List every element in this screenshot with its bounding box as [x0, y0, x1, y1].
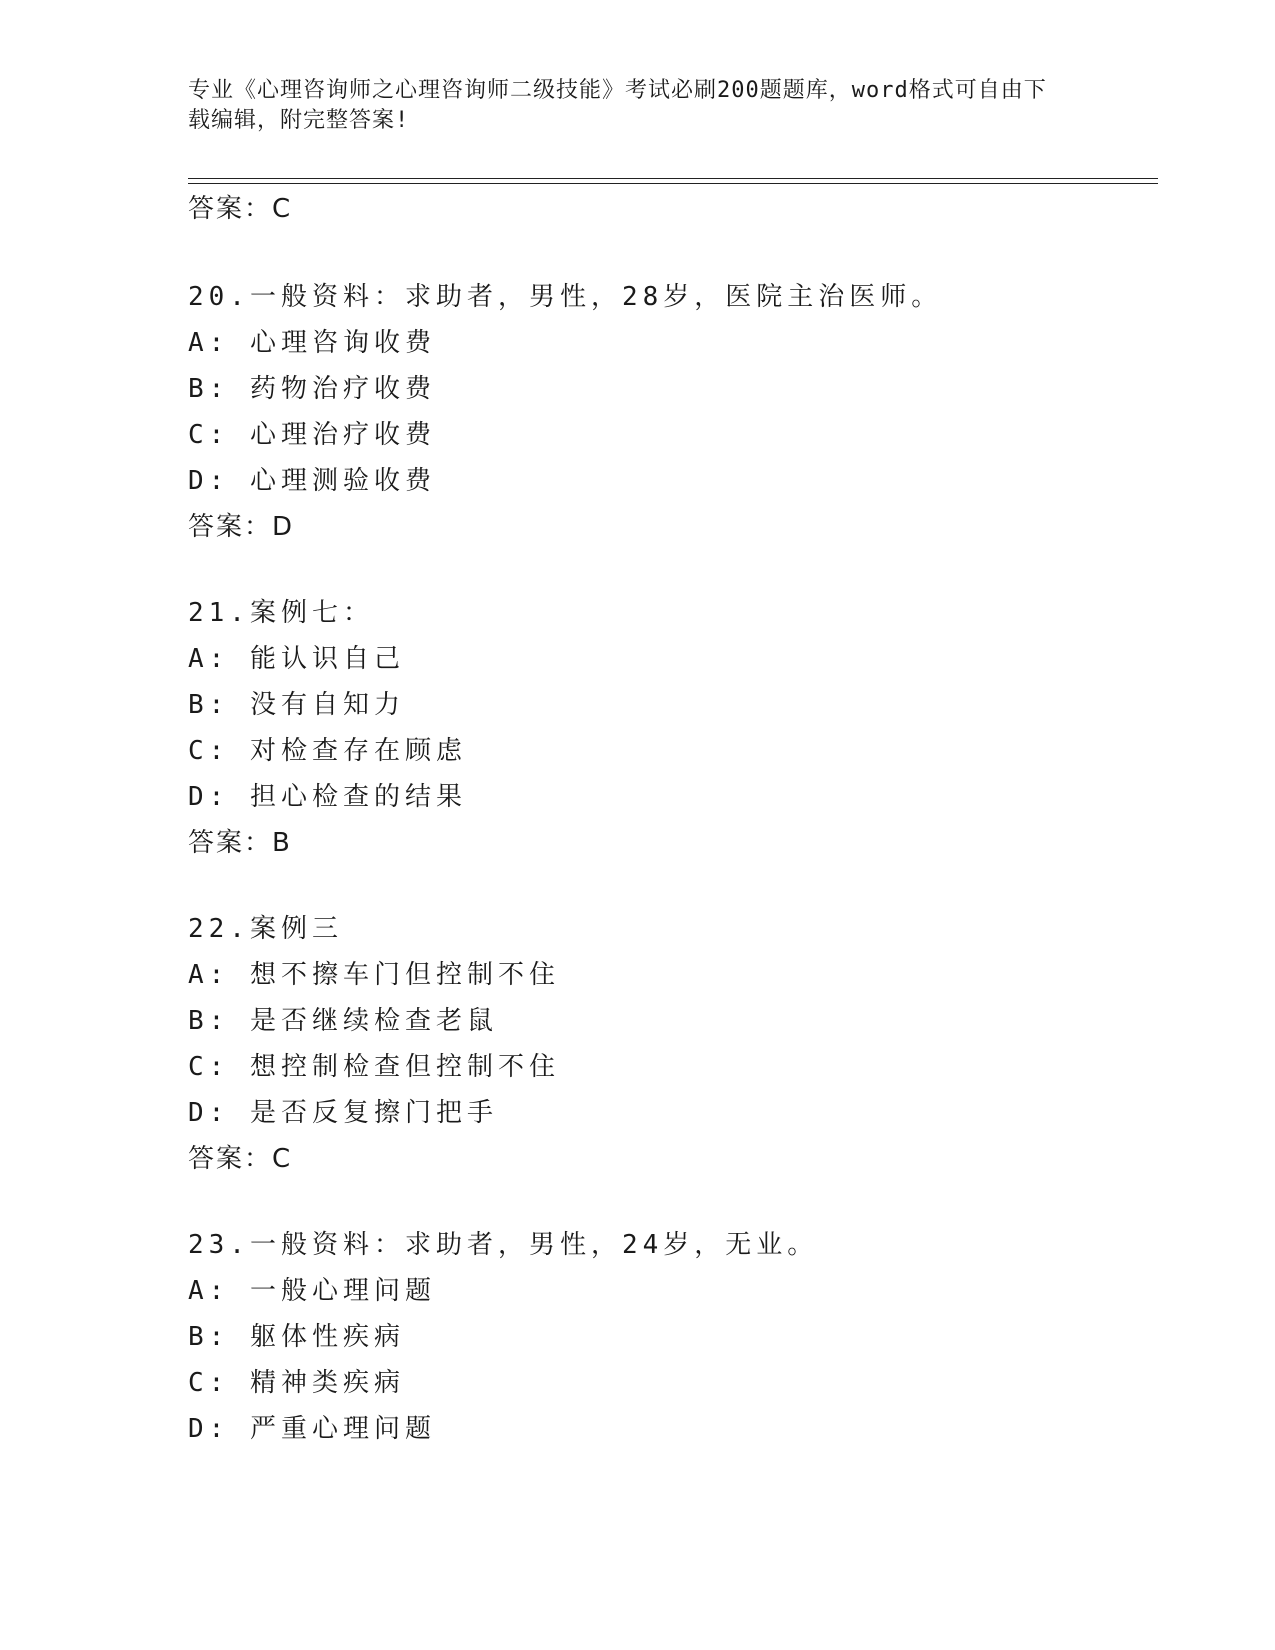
question-stem: 21.案例七： [188, 598, 374, 628]
option-a: A: 心理咨询收费 [188, 328, 436, 358]
option-d: D: 是否反复擦门把手 [188, 1098, 498, 1128]
option-b: B: 躯体性疾病 [188, 1322, 405, 1352]
answer-line: 答案：D [188, 512, 295, 542]
option-c: C: 对检查存在顾虑 [188, 736, 467, 766]
question-stem: 23.一般资料：求助者，男性，24岁，无业。 [188, 1230, 819, 1260]
option-a: A: 想不擦车门但控制不住 [188, 960, 560, 990]
question-23 [188, 1222, 1148, 1452]
question-21 [188, 590, 1148, 866]
option-c: C: 想控制检查但控制不住 [188, 1052, 560, 1082]
previous-answer-block [188, 186, 1148, 232]
answer-line: 答案：C [188, 194, 293, 224]
document-header [188, 76, 1068, 136]
header-divider-bottom [188, 183, 1158, 184]
option-c: C: 心理治疗收费 [188, 420, 436, 450]
question-stem: 20.一般资料：求助者，男性，28岁，医院主治医师。 [188, 282, 943, 312]
option-c: C: 精神类疾病 [188, 1368, 405, 1398]
option-a: A: 一般心理问题 [188, 1276, 436, 1306]
option-b: B: 没有自知力 [188, 690, 405, 720]
option-d: D: 担心检查的结果 [188, 782, 467, 812]
answer-line: 答案：C [188, 1144, 293, 1174]
answer-line: 答案：B [188, 828, 292, 858]
option-a: A: 能认识自己 [188, 644, 405, 674]
header-intro: 专业《心理咨询师之心理咨询师二级技能》考试必刷200题题库，word格式可自由下载编辑，附完整答案! [188, 78, 1047, 133]
option-d: D: 心理测验收费 [188, 466, 436, 496]
option-d: D: 严重心理问题 [188, 1414, 436, 1444]
question-stem: 22.案例三 [188, 914, 343, 944]
question-22 [188, 906, 1148, 1182]
question-20 [188, 274, 1148, 550]
header-divider-top [188, 178, 1158, 179]
option-b: B: 药物治疗收费 [188, 374, 436, 404]
option-b: B: 是否继续检查老鼠 [188, 1006, 498, 1036]
